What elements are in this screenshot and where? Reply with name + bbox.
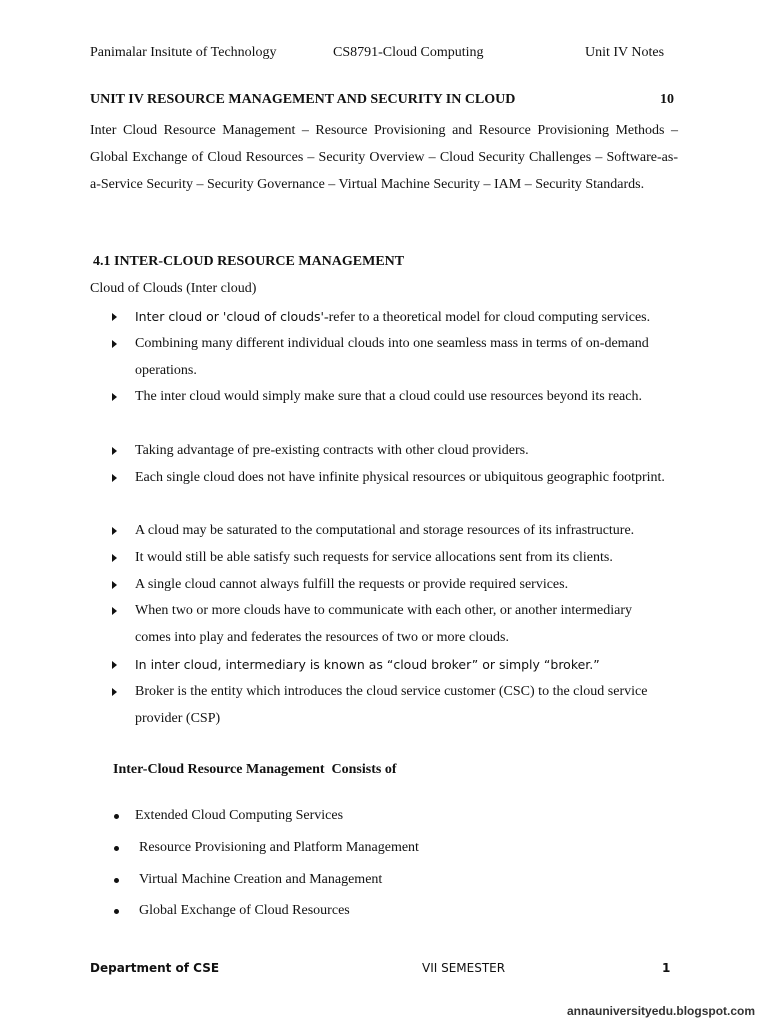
bullet-item: [110, 517, 670, 544]
unit-hours: 10: [660, 92, 674, 107]
round-bullet-icon: [114, 878, 119, 883]
arrow-bullet-icon: [112, 607, 117, 615]
arrow-bullet-icon: [112, 581, 117, 589]
arrow-bullet-icon: [112, 447, 117, 455]
section-subheading: Cloud of Clouds (Inter cloud): [90, 281, 257, 296]
bullet-text: When two or more clouds have to communicate with each other, or another intermediary comes into play and federates the resources of two or more clouds.: [135, 603, 633, 645]
list-item: Extended Cloud Computing Services: [135, 808, 344, 823]
watermark: annauniversityedu.blogspot.com: [567, 1004, 756, 1018]
bullet-item: [110, 303, 670, 331]
bullet-text: A cloud may be saturated to the computational and storage resources of its infrastructure.: [135, 523, 635, 538]
bullet-item: [110, 544, 670, 571]
round-bullet-icon: [114, 814, 119, 819]
bullet-text: Combining many different individual clouds into one seamless mass in terms of on-demand operations.: [135, 336, 649, 378]
unit-syllabus: Inter Cloud Resource Management – Resource Provisioning and Resource Provisioning Methods – Global Exchange of Cloud Resources – Security Overview – Cloud Security Challenges – Software-as-a-Service Security – Security Governance – Virtual Machine Security – IAM – Security Standards.: [90, 123, 678, 192]
bullet-item: [110, 437, 670, 464]
bullet-text: The inter cloud would simply make sure that a cloud could use resources beyond its reach.: [135, 389, 642, 404]
bullet-text: -refer to a theoretical model for cloud computing services.: [323, 310, 651, 325]
bullet-text: It would still be able satisfy such requests for service allocations sent from its clients.: [135, 550, 613, 565]
bullet-item: [110, 383, 670, 410]
bullet-item: [110, 678, 670, 732]
arrow-bullet-icon: [112, 527, 117, 535]
arrow-bullet-icon: [112, 393, 117, 401]
bullet-text: Taking advantage of pre-existing contracts with other cloud providers.: [135, 443, 529, 458]
arrow-bullet-icon: [112, 313, 117, 321]
header-institute: Panimalar Insitute of Technology: [90, 45, 277, 60]
list-item: Global Exchange of Cloud Resources: [139, 903, 350, 918]
bullet-text: Each single cloud does not have infinite physical resources or ubiquitous geographic footprint.: [135, 470, 665, 485]
header-course: CS8791-Cloud Computing: [333, 45, 484, 60]
footer-page-number: 1: [662, 961, 671, 975]
section-heading: 4.1 INTER-CLOUD RESOURCE MANAGEMENT: [93, 254, 405, 269]
list-item: Virtual Machine Creation and Management: [139, 872, 383, 887]
bullet-text: A single cloud cannot always fulfill the requests or provide required services.: [135, 577, 569, 592]
arrow-bullet-icon: [112, 340, 117, 348]
arrow-bullet-icon: [112, 554, 117, 562]
bullet-item: [110, 597, 670, 651]
arrow-bullet-icon: [112, 661, 117, 669]
footer-department: Department of CSE: [90, 961, 220, 975]
unit-title: UNIT IV RESOURCE MANAGEMENT AND SECURITY IN CLOUD: [90, 92, 516, 107]
bullet-text: Broker is the entity which introduces the cloud service customer (CSC) to the cloud service provider (CSP): [135, 684, 648, 726]
arrow-bullet-icon: [112, 474, 117, 482]
bullet-item: [110, 330, 670, 384]
bullet-item: [110, 651, 670, 678]
bullet-term: Inter cloud or 'cloud of clouds': [135, 309, 324, 324]
round-bullet-icon: [114, 909, 119, 914]
consists-heading: Inter-Cloud Resource Management Consists of: [113, 762, 397, 777]
list-item: Resource Provisioning and Platform Management: [139, 840, 419, 855]
header-notes: Unit IV Notes: [585, 45, 665, 60]
bullet-text: In inter cloud, intermediary is known as “cloud broker” or simply “broker.”: [135, 657, 600, 672]
footer-semester: VII SEMESTER: [422, 961, 506, 975]
bullet-item: [110, 464, 670, 491]
bullet-item: [110, 571, 670, 598]
round-bullet-icon: [114, 846, 119, 851]
arrow-bullet-icon: [112, 688, 117, 696]
